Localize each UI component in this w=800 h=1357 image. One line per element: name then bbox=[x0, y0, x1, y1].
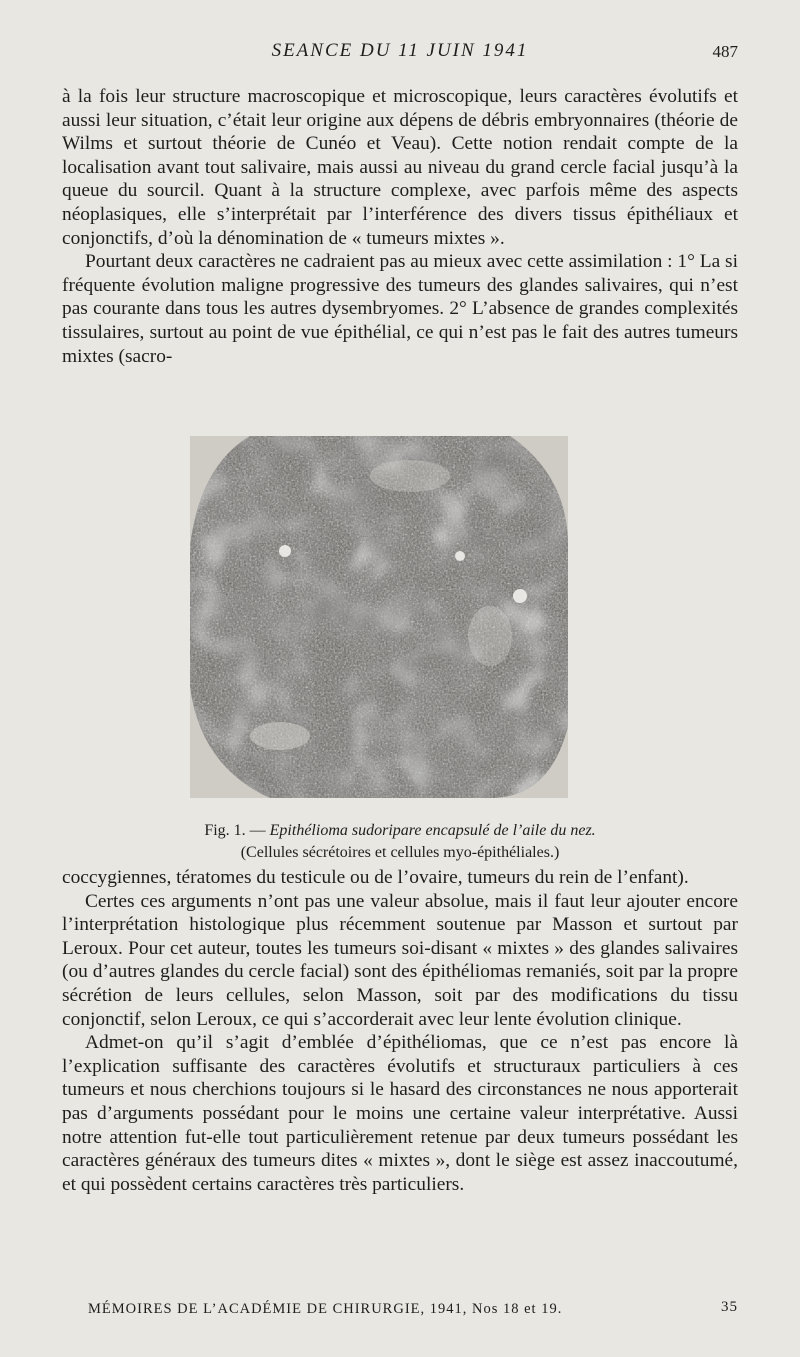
paragraph: Admet-on qu’il s’agit d’emblée d’épithéliomas, que ce n’est pas encore là l’explication suffisante des caractères évolutifs et structuraux particuliers à ces tumeurs et nous cherchions toujours si le hasard des circonstances ne nous apporterait pas d’arguments possédant pour le moins une certaine valeur interprétative. Aussi notre attention fut-elle tout particulièrement retenue par deux tumeurs possédant les caractères généraux des tumeurs dites « mixtes », dont le siège est assez inaccoutumé, et qui possèdent certains caractères très particuliers. bbox=[62, 1032, 738, 1195]
paragraph: Certes ces arguments n’ont pas une valeur absolue, mais il faut leur ajouter encore l’interprétation histologique plus récemment soutenue par Masson et surtout par Leroux. Pour cet auteur, toutes les tumeurs soi-disant « mixtes » des glandes salivaires (ou d’autres glandes du cercle facial) sont des épithéliomas remaniés, soit par la propre sécrétion de leurs cellules, selon Masson, soit par des modifications du tissu conjonctif, selon Leroux, ce qui s’accorderait avec leur lente évolution clinique. bbox=[62, 890, 738, 1030]
micrograph-figure bbox=[190, 436, 568, 798]
paragraph: à la fois leur structure macroscopique et microscopique, leurs caractères évolutifs et aussi leur situation, c’était leur origine aux dépens de débris embryonnaires (théorie de Wilms et surtout théorie de Cunéo et Veau). Cette notion rendait compte de la localisation avant tout salivaire, mais aussi au niveau du grand cercle facial jusqu’à la queue du sourcil. Quant à la structure complexe, avec parfois même des aspects néoplasiques, elle s’interprétait par l’interférence des divers tissus épithéliaux et conjonctifs, d’où la dénomination de « tumeurs mixtes ». bbox=[62, 86, 738, 249]
body-text-bottom bbox=[62, 866, 738, 1196]
figure-caption-line1 bbox=[0, 820, 800, 842]
figure-subtitle: (Cellules sécrétoires et cellules myo-épithéliales.) bbox=[240, 844, 560, 861]
signature-mark: 35 bbox=[721, 1299, 738, 1315]
page-number: 487 bbox=[712, 42, 738, 61]
paragraph: coccygiennes, tératomes du testicule ou de l’ovaire, tumeurs du rein de l’enfant). bbox=[62, 867, 689, 888]
figure-label: Fig. 1. — bbox=[204, 822, 270, 839]
figure-title: Epithélioma sudoripare encapsulé de l’aile du nez. bbox=[269, 822, 596, 839]
body-text-top bbox=[62, 85, 738, 368]
figure-caption bbox=[0, 820, 800, 864]
page-footer bbox=[88, 1299, 738, 1323]
micrograph-image bbox=[190, 436, 568, 798]
footer-text: MÉMOIRES DE L’ACADÉMIE DE CHIRURGIE, 1941, Nos 18 et 19. bbox=[88, 1301, 563, 1317]
running-title: SEANCE DU 11 JUIN 1941 bbox=[271, 40, 529, 61]
running-head bbox=[0, 38, 800, 66]
paragraph: Pourtant deux caractères ne cadraient pas au mieux avec cette assimilation : 1° La si fréquente évolution maligne progressive des tumeurs des glandes salivaires, qui n’est pas courante dans tous les autres dysembryomes. 2° L’absence de grandes complexités tissulaires, surtout au point de vue épithélial, ce qui n’est pas le fait des autres tumeurs mixtes (sacro- bbox=[62, 251, 738, 367]
